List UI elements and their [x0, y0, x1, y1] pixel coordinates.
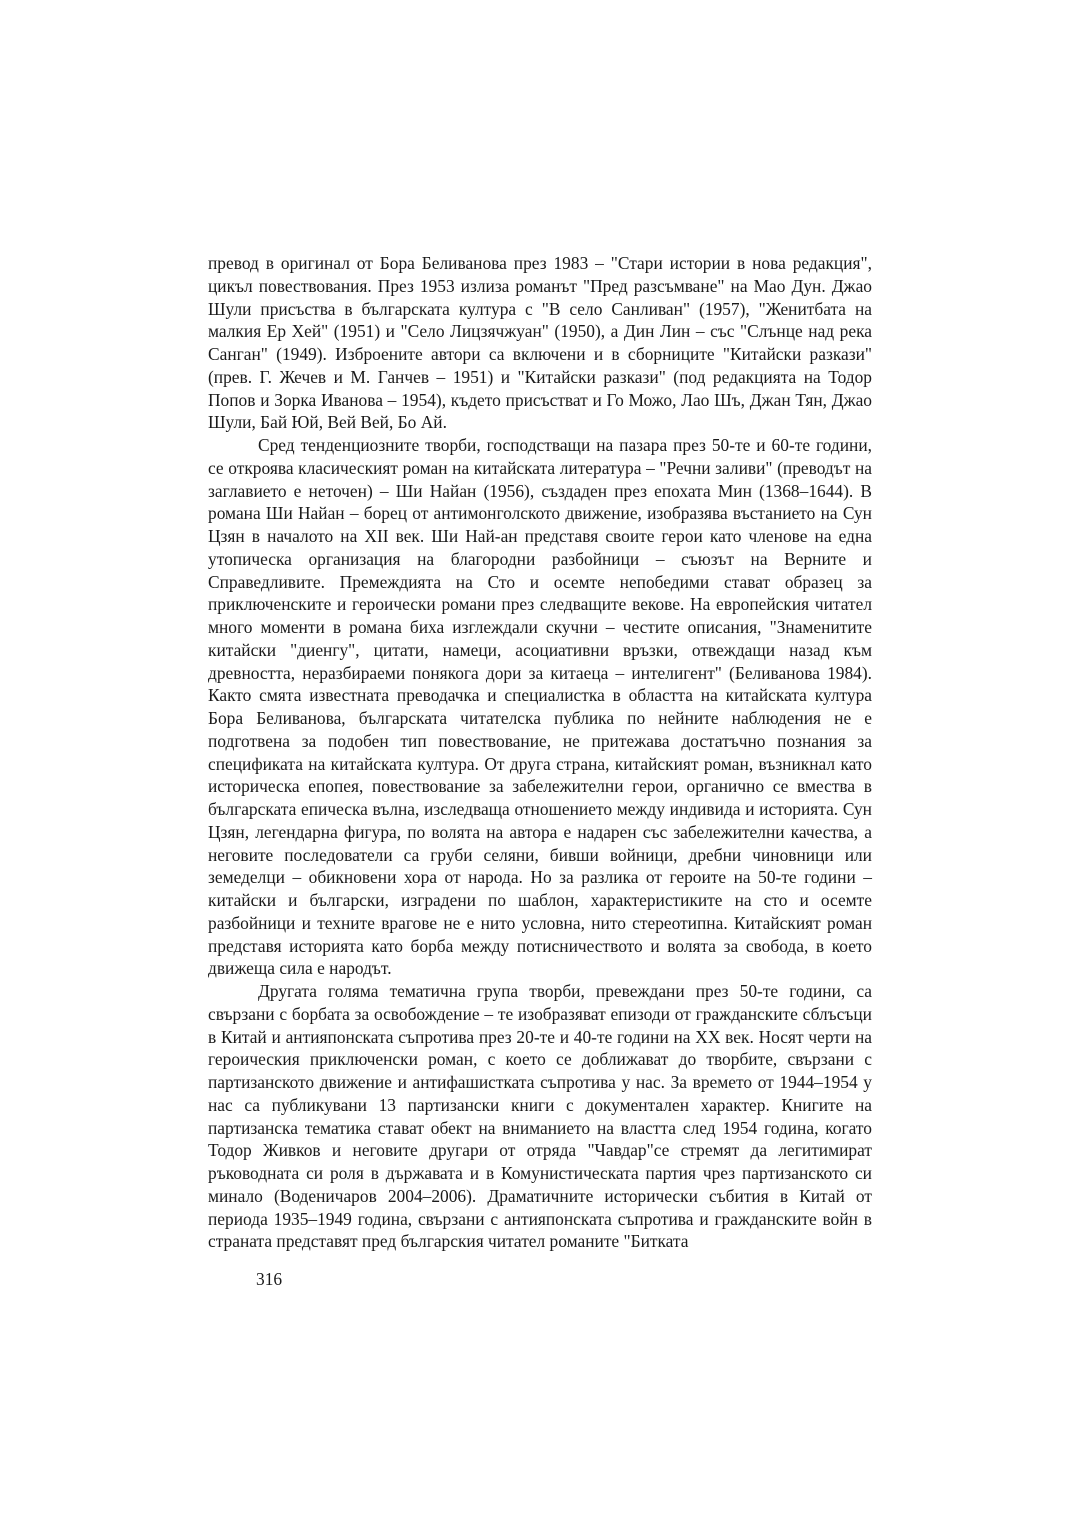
page-number: 316: [256, 1269, 283, 1289]
body-text: [208, 252, 872, 1253]
paragraph-3: Другата голяма тематична група творби, превеждани през 50-те години, са свързани с борбата за освобождение – те изобразяват епизоди от гражданските сблъсъци в Китай и антияпонската съпротива през 20-те и 40-те години на XX век. Носят черти на героическия приключенски роман, с което се доближават до творбите, свързани с партизанското движение и антифашистката съпротива у нас. За времето от 1944–1954 у нас са публикувани 13 партизански книги с документален характер. Книгите на партизанска тематика стават обект на вниманието на властта след 1954 година, когато Тодор Живков и неговите другари от отряда "Чавдар"се стремят да легитимират ръководната си роля в държавата и в Комунистическата партия чрез партизанското си минало (Воденичаров 2004–2006). Драматичните исторически събития в Китай от периода 1935–1949 година, свързани с антияпонската съпротива и гражданските войн в страната представят пред българския читател романите "Битката: [208, 981, 872, 1252]
paragraph-2: Сред тенденциозните творби, господстващи на пазара през 50-те и 60-те години, се откроява класическият роман на китайската литература – "Речни заливи" (преводът на заглавието е неточен) – Ши Найан (1956), създаден през епохата Мин (1368–1644). В романа Ши Найан – борец от антимонголското движение, изобразява въстанието на Сун Цзян в началото на XII век. Ши Най-ан представя своите герои като членове на една утопическа организация на благородни разбойници – съюзът на Верните и Справедливите. Премеждията на Сто и осемте непобедими стават образец за приключенските и героически романи през следващите векове. На европейския читател много моменти в романа биха изглеждали скучни – честите описания, "Знаменитите китайски "диенгу", цитати, намеци, асоциативни връзки, отвеждащи назад към древността, неразбираеми понякога дори за китаеца – интелигент" (Беливанова 1984). Както смята известната преводачка и специалистка в областта на китайската култура Бора Беливанова, българската читателска публика по нейните наблюдения не е подготвена за подобен тип повествование, не притежава достатъчно познания за спецификата на китайската култура. От друга страна, китайският роман, възникнал като историческа епопея, повествование за забележителни герои, органично се вмества в българската епическа вълна, изследваща отношението между индивида и историята. Сун Цзян, легендарна фигура, по волята на автора е надарен със забележителни качества, а неговите последователи са груби селяни, бивши войници, дребни чиновници или земеделци – обикновени хора от народа. Но за разлика от героите на 50-те години – китайски и български, изградени по шаблон, характеристиките на сто и осемте разбойници и техните врагове не е нито условна, нито стереотипна. Китайският роман представя историята като борба между потисничеството и волята за свобода, в което движеща сила е народът.: [208, 435, 872, 979]
paragraph-1: превод в оригинал от Бора Беливанова през 1983 – "Стари истории в нова редакция", цикъл повествования. През 1953 излиза романът "Пред разсъмване" на Мао Дун. Джао Шули присъства в българската култура с "В село Санливан" (1957), "Женитбата на малкия Ер Хей" (1951) и "Село Лицзячжуан" (1950), а Дин Лин – със "Слънце над река Санган" (1949). Изброените автори са включени и в сборниците "Китайски разкази" (прев. Г. Жечев и М. Ганчев – 1951) и "Китайски разкази" (под редакцията на Тодор Попов и Зорка Иванова – 1954), където присъстват и Го Можо, Лао Шъ, Джан Тян, Джао Шули, Бай Юй, Вей Вей, Бо Ай.: [208, 253, 872, 433]
